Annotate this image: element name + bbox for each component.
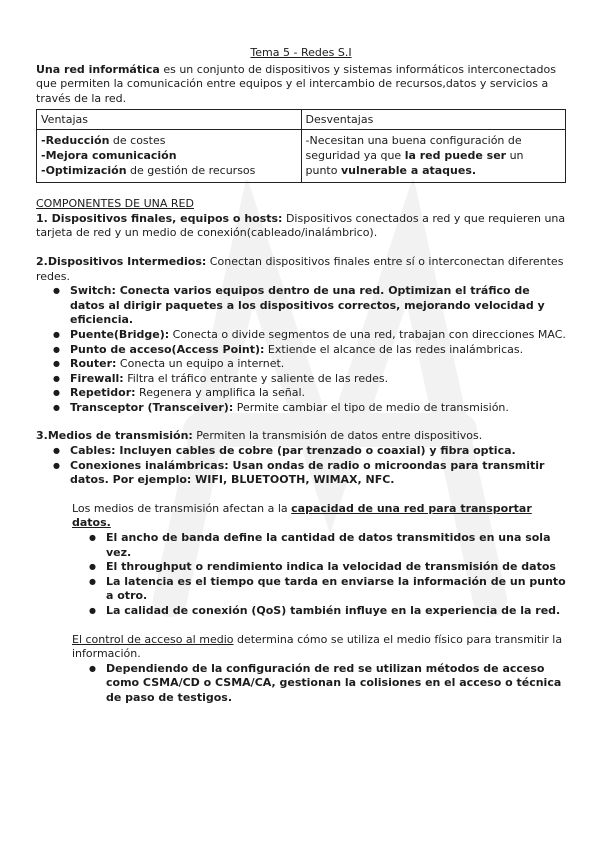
list-item: ● El ancho de banda define la cantidad de datos transmitidos en una sola vez. bbox=[106, 531, 566, 560]
access-list bbox=[36, 662, 566, 706]
section-3: 3.Medios de transmisión: Permiten la transmisión de datos entre dispositivos. bbox=[36, 429, 483, 443]
ventajas-cell: -Reducción de costes -Mejora comunicación -Optimización de gestión de recursos bbox=[37, 130, 302, 183]
list-item: ● El throughput o rendimiento indica la velocidad de transmisión de datos bbox=[106, 560, 566, 575]
list-item: ● Router: Conecta un equipo a internet. bbox=[70, 357, 566, 372]
capacity-paragraph: Los medios de transmisión afectan a la capacidad de una red para transportar datos. bbox=[72, 501, 532, 530]
list-item: ● Repetidor: Regenera y amplifica la señal. bbox=[70, 386, 566, 401]
capacity-list bbox=[36, 531, 566, 619]
section-2: 2.Dispositivos Intermedios: Conectan dispositivos finales entre sí o interconectan diferentes redes. bbox=[36, 254, 564, 283]
list-item: ● Conexiones inalámbricas: Usan ondas de radio o microondas para transmitir datos. Por ejemplo: WIFI, BLUETOOTH, WIMAX, NFC. bbox=[70, 459, 566, 488]
list-item: ● Punto de acceso(Access Point): Extiende el alcance de las redes inalámbricas. bbox=[70, 343, 566, 358]
pros-cons-table bbox=[36, 109, 566, 183]
list-item: ● Dependiendo de la configuración de red se utilizan métodos de acceso como CSMA/CD o CSMA/CA, gestionan la colisiones en el acceso o técnica de paso de testigos. bbox=[106, 662, 566, 706]
document-page bbox=[36, 46, 566, 706]
list-item: ● La calidad de conexión (QoS) también influye en la experiencia de la red. bbox=[106, 604, 566, 619]
list-item: ● Switch: Conecta varios equipos dentro de una red. Optimizan el tráfico de datos al dirigir paquetes a los dispositivos correctos, mejorando velocidad y eficiencia. bbox=[70, 284, 566, 328]
list-item: ● Puente(Bridge): Conecta o divide segmentos de una red, trabajan con direcciones MAC. bbox=[70, 328, 566, 343]
table-header-desventajas: Desventajas bbox=[301, 110, 566, 130]
desventajas-cell: -Necesitan una buena configuración de seguridad ya que la red puede ser un punto vulnerable a ataques. bbox=[301, 130, 566, 183]
list-item: ● La latencia es el tiempo que tarda en enviarse la información de un punto a otro. bbox=[106, 575, 566, 604]
access-paragraph: El control de acceso al medio determina cómo se utiliza el medio físico para transmitir la información. bbox=[72, 632, 563, 661]
media-list bbox=[36, 444, 566, 488]
list-item: ● Transceptor (Transceiver): Permite cambiar el tipo de medio de transmisión. bbox=[70, 401, 566, 416]
section-1: 1. Dispositivos finales, equipos o hosts: Dispositivos conectados a red y que requieren una tarjeta de red y un medio de conexión(cableado/inalámbrico). bbox=[36, 211, 566, 240]
intro-paragraph: Una red informática es un conjunto de dispositivos y sistemas informáticos interconectados que permiten la comunicación entre equipos y el intercambio de recursos,datos y servicios a través de la red. bbox=[36, 62, 556, 105]
page-title: Tema 5 - Redes S.I bbox=[250, 46, 352, 59]
table-header-ventajas: Ventajas bbox=[37, 110, 302, 130]
components-heading: COMPONENTES DE UNA RED bbox=[36, 197, 194, 211]
devices-list bbox=[36, 284, 566, 415]
list-item: ● Firewall: Filtra el tráfico entrante y saliente de las redes. bbox=[70, 372, 566, 387]
list-item: ● Cables: Incluyen cables de cobre (par trenzado o coaxial) y fibra optica. bbox=[70, 444, 566, 459]
